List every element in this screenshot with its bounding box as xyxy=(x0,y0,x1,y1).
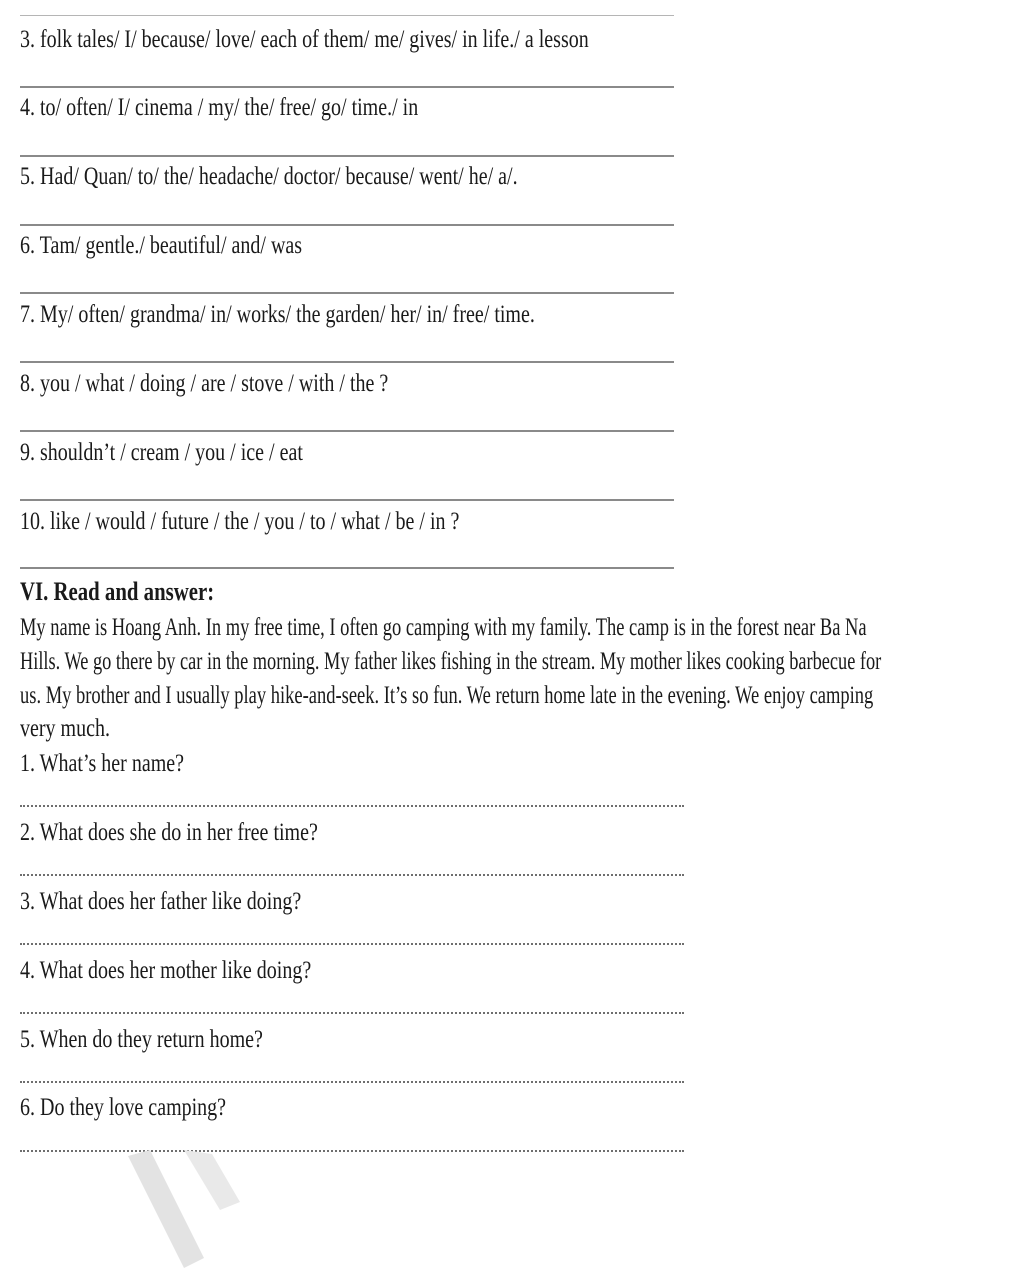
reorder-item-9: 9. shouldn’t / cream / you / ice / eat xyxy=(20,439,303,466)
reorder-item-4: 4. to/ often/ I/ cinema / my/ the/ free/ go/ time./ in xyxy=(20,94,419,121)
answer-line xyxy=(20,86,674,88)
answer-line xyxy=(20,430,674,432)
passage-line-2: Hills. We go there by car in the morning. My father likes fishing in the stream. My mother likes cooking barbecue for xyxy=(20,648,882,675)
reorder-item-10: 10. like / would / future / the / you / to / what / be / in ? xyxy=(20,508,460,535)
answer-dotted-line xyxy=(20,805,684,807)
question-6: 6. Do they love camping? xyxy=(20,1094,227,1121)
answer-line xyxy=(20,224,674,226)
reorder-item-8: 8. you / what / doing / are / stove / with / the ? xyxy=(20,370,389,397)
answer-line xyxy=(20,499,674,501)
reorder-item-3: 3. folk tales/ I/ because/ love/ each of them/ me/ gives/ in life./ a lesson xyxy=(20,26,589,53)
answer-dotted-line xyxy=(20,1012,684,1014)
answer-line xyxy=(20,361,674,363)
reorder-item-7: 7. My/ often/ grandma/ in/ works/ the garden/ her/ in/ free/ time. xyxy=(20,301,535,328)
answer-line xyxy=(20,155,674,157)
question-3: 3. What does her father like doing? xyxy=(20,888,302,915)
watermark-mark xyxy=(120,1150,250,1270)
answer-line xyxy=(20,292,674,294)
answer-dotted-line xyxy=(20,874,684,876)
answer-dotted-line xyxy=(20,943,684,945)
question-1: 1. What’s her name? xyxy=(20,750,185,777)
answer-line xyxy=(20,15,674,16)
answer-line xyxy=(20,567,674,569)
passage-line-3: us. My brother and I usually play hike-and-seek. It’s so fun. We return home late in the evening. We enjoy camping xyxy=(20,682,874,709)
reorder-item-6: 6. Tam/ gentle./ beautiful/ and/ was xyxy=(20,232,303,259)
reorder-item-5: 5. Had/ Quan/ to/ the/ headache/ doctor/ because/ went/ he/ a/. xyxy=(20,163,518,190)
question-2: 2. What does she do in her free time? xyxy=(20,819,318,846)
passage-line-1: My name is Hoang Anh. In my free time, I often go camping with my family. The camp is in the forest near Ba Na xyxy=(20,614,867,641)
answer-dotted-line xyxy=(20,1081,684,1083)
section-heading: VI. Read and answer: xyxy=(20,577,215,606)
question-4: 4. What does her mother like doing? xyxy=(20,957,312,984)
question-5: 5. When do they return home? xyxy=(20,1026,263,1053)
passage-line-4: very much. xyxy=(20,715,110,742)
